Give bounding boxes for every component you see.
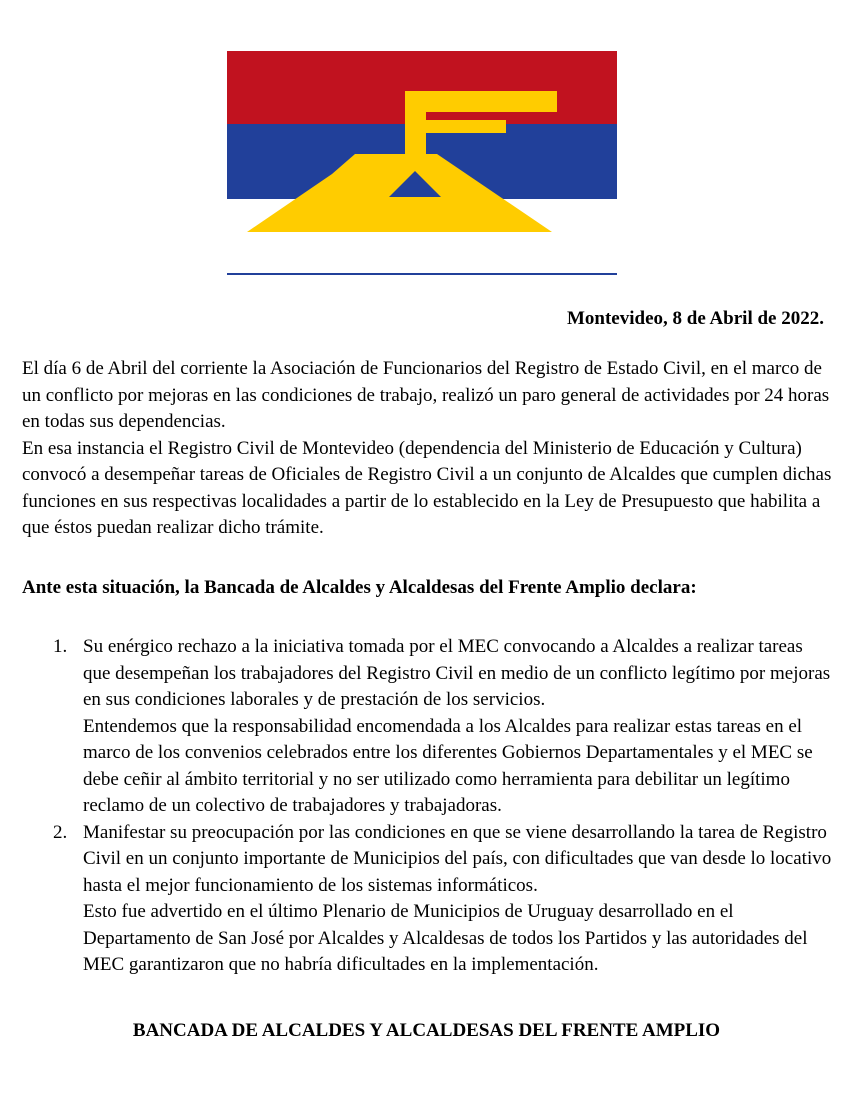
list-paragraph: Entendemos que la responsabilidad encomendada a los Alcaldes para realizar estas tareas en el marco de los convenios celebrados entre los diferentes Gobiernos Departamentales y el MEC se debe ceñir al ámbito territorial y no ser utilizado como herramienta para debilitar un legítimo reclamo de un colectivo de trabajadores y trabajadoras.	[83, 715, 813, 816]
intro-paragraph: En esa instancia el Registro Civil de Montevideo (dependencia del Ministerio de Educación y Cultura) convocó a desempeñar tareas de Oficiales de Registro Civil a un conjunto de Alcaldes que cumplen dichas funciones en sus respectivas localidades a partir de lo establecido en la Ley de Presupuesto que habilita a que éstos puedan realizar dicho trámite.	[22, 437, 832, 538]
document-body	[22, 356, 832, 979]
list-number: 2.	[53, 821, 68, 843]
list-paragraph: Manifestar su preocupación por las condiciones en que se viene desarrollando la tarea de Registro Civil en un conjunto importante de Municipios del país, con dificultades que van desde lo locativo hasta el mejor funcionamiento de los sistemas informáticos.	[83, 821, 832, 896]
declaration-list	[22, 634, 832, 979]
signature: BANCADA DE ALCALDES Y ALCALDESAS DEL FRENTE AMPLIO	[132, 1020, 721, 1041]
list-number: 1.	[53, 636, 68, 657]
intro-paragraph: El día 6 de Abril del corriente la Asociación de Funcionarios del Registro de Estado Civil, en el marco de un conflicto por mejoras en las condiciones de trabajo, realizó un paro general de actividades por 24 horas en todas sus dependencias.	[22, 358, 830, 432]
frente-amplio-flag-logo-icon	[227, 51, 617, 276]
declaration-lead: Ante esta situación, la Bancada de Alcaldes y Alcaldesas del Frente Amplio declara:	[22, 576, 697, 598]
list-item	[22, 820, 832, 979]
list-paragraph: Esto fue advertido en el último Plenario de Municipios de Uruguay desarrollado en el Departamento de San José por Alcaldes y Alcaldesas de todos los Partidos y las autoridades del MEC garantizaron que no habría dificultades en la implementación.	[83, 901, 808, 975]
document-date: Montevideo, 8 de Abril de 2022.	[566, 308, 824, 329]
list-item	[22, 634, 832, 820]
list-paragraph: Su enérgico rechazo a la iniciativa tomada por el MEC convocando a Alcaldes a realizar tareas que desempeñan los trabajadores del Registro Civil en medio de un conflicto legítimo por mejoras en sus condiciones laborales y de prestación de los servicios.	[83, 636, 831, 710]
